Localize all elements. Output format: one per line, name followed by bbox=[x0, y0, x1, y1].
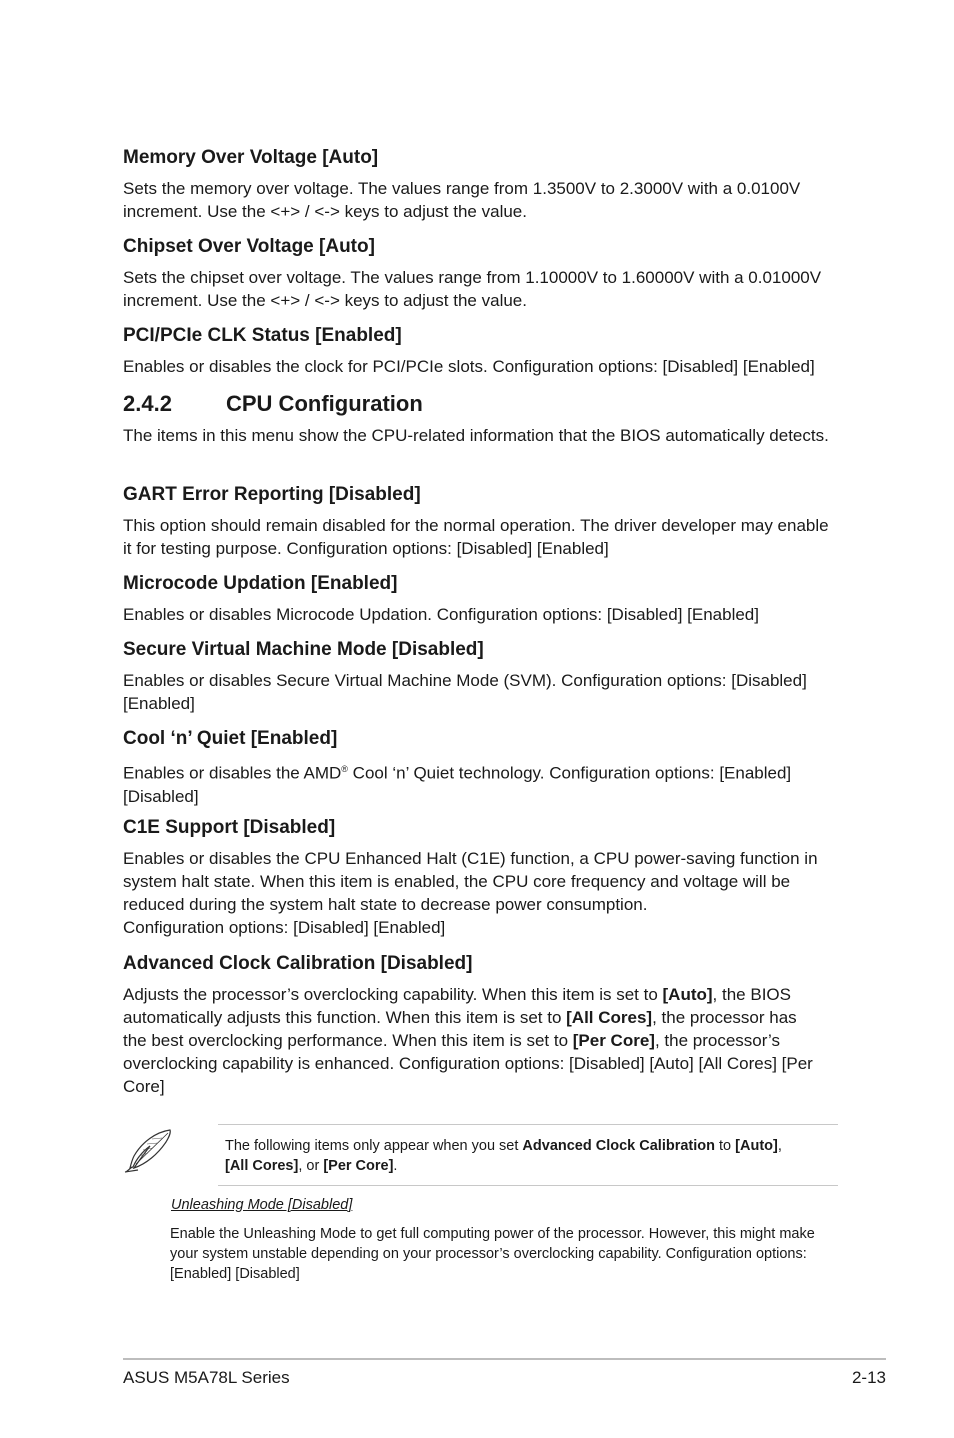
acc-text-3: , the processor has the best overclocking performance. When this item is set to bbox=[123, 1008, 797, 1050]
footer-product-name: ASUS M5A78L Series bbox=[123, 1368, 290, 1387]
cool-quiet-text-2: Cool ‘n’ Quiet technology. Configuration options: [Enabled] [Disabled] bbox=[123, 763, 792, 806]
section-heading-svm: Secure Virtual Machine Mode [Disabled] bbox=[123, 639, 484, 660]
section-heading-memory-over-voltage: Memory Over Voltage [Auto] bbox=[123, 147, 379, 168]
section-body-svm: Enables or disables Secure Virtual Machine Mode (SVM). Configuration options: [Disabled] [Enabled] bbox=[123, 671, 807, 713]
note-bold-acc: Advanced Clock Calibration bbox=[522, 1138, 715, 1154]
section-body-c1e bbox=[123, 847, 828, 939]
section-body-cpu-configuration: The items in this menu show the CPU-related information that the BIOS automatically detects. bbox=[123, 426, 829, 445]
section-heading-acc: Advanced Clock Calibration [Disabled] bbox=[123, 953, 473, 974]
acc-option-per-core: [Per Core] bbox=[572, 1031, 655, 1050]
section-heading-cool-quiet: Cool ‘n’ Quiet [Enabled] bbox=[123, 728, 338, 749]
footer-divider bbox=[123, 1358, 886, 1360]
section-heading-c1e: C1E Support [Disabled] bbox=[123, 817, 336, 838]
acc-text-4: , the processor’s overclocking capability is enhanced. Configuration options: [Disabled] [Auto] [All Cores] [Per Core] bbox=[123, 1031, 813, 1096]
c1e-options: Configuration options: [Disabled] [Enabled] bbox=[123, 918, 446, 937]
cool-quiet-text-1: Enables or disables the AMD bbox=[123, 763, 342, 783]
note-bold-per-core: [Per Core] bbox=[323, 1158, 394, 1174]
section-body-pci-clk-status: Enables or disables the clock for PCI/PCIe slots. Configuration options: [Disabled] [Enabled] bbox=[123, 357, 815, 376]
note-text-5: . bbox=[393, 1158, 398, 1174]
registered-mark: ® bbox=[341, 764, 348, 774]
section-body-acc bbox=[123, 983, 823, 1098]
section-heading-pci-clk-status: PCI/PCIe CLK Status [Enabled] bbox=[123, 325, 402, 346]
acc-option-auto: [Auto] bbox=[662, 985, 713, 1004]
section-heading-gart-error: GART Error Reporting [Disabled] bbox=[123, 484, 421, 505]
acc-text-1: Adjusts the processor’s overclocking capability. When this item is set to bbox=[123, 985, 663, 1004]
section-heading-chipset-over-voltage: Chipset Over Voltage [Auto] bbox=[123, 236, 375, 257]
note-box bbox=[218, 1124, 838, 1186]
subsection-heading-unleashing-mode: Unleashing Mode [Disabled] bbox=[171, 1197, 353, 1213]
acc-text-2: , the BIOS automatically adjusts this function. When this item is set to bbox=[123, 985, 791, 1027]
section-body-chipset-over-voltage: Sets the chipset over voltage. The values range from 1.10000V to 1.60000V with a 0.01000V increment. Use the <+> / <-> keys to adjust the value. bbox=[123, 268, 822, 310]
section-body-microcode: Enables or disables Microcode Updation. Configuration options: [Disabled] [Enabled] bbox=[123, 605, 759, 624]
section-body-cool-quiet bbox=[123, 758, 838, 808]
note-bold-all-cores: [All Cores] bbox=[225, 1158, 299, 1174]
section-body-memory-over-voltage: Sets the memory over voltage. The values range from 1.3500V to 2.3000V with a 0.0100V increment. Use the <+> / <-> keys to adjust the value. bbox=[123, 179, 801, 221]
chapter-number: 2.4.2 bbox=[123, 391, 172, 416]
subsection-body-unleashing-mode: Enable the Unleashing Mode to get full computing power of the processor. However, this might make your system unstable depending on your processor’s overclocking capability. Configuration options: [Enabled] [Disabled] bbox=[170, 1226, 815, 1282]
note-text-2: to bbox=[715, 1138, 736, 1154]
acc-option-all-cores: [All Cores] bbox=[566, 1008, 653, 1027]
chapter-heading-cpu-configuration bbox=[123, 391, 423, 417]
section-body-gart-error: This option should remain disabled for the normal operation. The driver developer may enable it for testing purpose. Configuration options: [Disabled] [Enabled] bbox=[123, 516, 829, 558]
chapter-title: CPU Configuration bbox=[226, 391, 423, 416]
quill-pen-icon bbox=[122, 1126, 174, 1176]
note-text-4: , or bbox=[298, 1158, 324, 1174]
note-bold-auto: [Auto] bbox=[735, 1138, 778, 1154]
note-text bbox=[225, 1136, 825, 1176]
section-heading-microcode: Microcode Updation [Enabled] bbox=[123, 573, 398, 594]
c1e-description: Enables or disables the CPU Enhanced Halt (C1E) function, a CPU power-saving function in system halt state. When this item is enabled, the CPU core frequency and voltage will be reduced during the system halt state to decrease power consumption. bbox=[123, 849, 818, 914]
note-text-3: , bbox=[777, 1138, 782, 1154]
footer-page-number: 2-13 bbox=[851, 1368, 886, 1387]
note-text-1: The following items only appear when you set bbox=[225, 1138, 523, 1154]
